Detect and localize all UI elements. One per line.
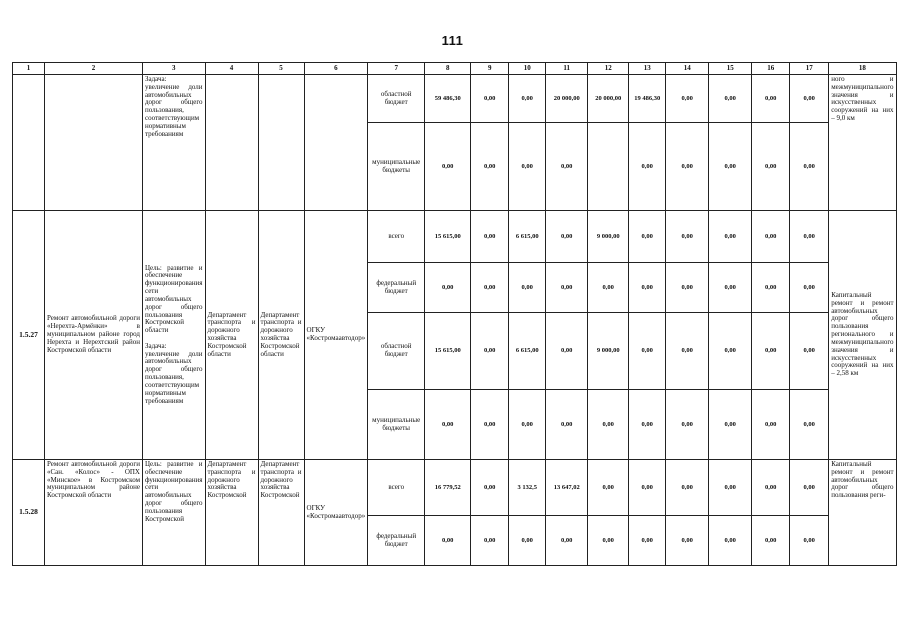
item-code: 1.5.28 [13,460,45,566]
col-number: 18 [829,63,896,75]
col-number: 6 [304,63,368,75]
value-cell: 20 000,00 [546,75,588,123]
item-name-cell [45,75,143,211]
value-cell: 0,00 [790,516,829,566]
value-cell: 0,00 [546,263,588,313]
funding-source: всего [368,460,425,516]
coordinator-cell: Департамент транспорта и дорожного хозяйства Костромской области [205,211,258,460]
value-cell: 0,00 [709,211,752,263]
value-cell: 0,00 [471,516,509,566]
value-cell: 0,00 [471,390,509,460]
value-cell: 0,00 [752,516,790,566]
value-cell: 0,00 [588,460,629,516]
col-number: 9 [471,63,509,75]
value-cell: 0,00 [752,75,790,123]
value-cell: 0,00 [471,263,509,313]
value-cell: 0,00 [629,123,666,211]
col-number: 5 [258,63,304,75]
item-code-cell [13,75,45,211]
value-cell: 0,00 [588,390,629,460]
value-cell: 59 486,30 [425,75,471,123]
value-cell: 0,00 [666,313,709,390]
value-cell: 16 779,52 [425,460,471,516]
value-cell: 0,00 [709,460,752,516]
funding-source: всего [368,211,425,263]
item-name: Ремонт автомобильной дороги «Сан. «Колос» - ОПХ «Минское» в Костромском муниципальном районе Костромской области [45,460,143,566]
funding-source: областной бюджет [368,75,425,123]
participant-cell [304,75,368,211]
result-cell: Капитальный ремонт и ремонт автомобильных дорог общего пользования реги- [829,460,896,566]
value-cell: 0,00 [471,460,509,516]
executor-cell: Департамент транспорта и дорожного хозяйства Костромской области [258,211,304,460]
col-number: 11 [546,63,588,75]
value-cell: 0,00 [509,263,546,313]
value-cell: 0,00 [509,516,546,566]
col-number: 8 [425,63,471,75]
value-cell: 0,00 [666,75,709,123]
col-number: 15 [709,63,752,75]
value-cell: 0,00 [790,123,829,211]
value-cell: 0,00 [709,313,752,390]
value-cell: 0,00 [546,313,588,390]
coordinator-cell: Департамент транспорта и дорожного хозяйства Костромской [205,460,258,566]
coordinator-cell [205,75,258,211]
value-cell: 0,00 [752,460,790,516]
value-cell: 0,00 [629,263,666,313]
value-cell: 0,00 [752,263,790,313]
goal-cell: Цель: развитие и обеспечение функционирования сети автомобильных дорог общего пользования Костромской [143,460,206,566]
value-cell: 0,00 [666,390,709,460]
funding-source: федеральный бюджет [368,516,425,566]
participant-cell: ОГКУ «Костромаавтодор» [304,211,368,460]
col-number: 16 [752,63,790,75]
value-cell: 6 615,00 [509,211,546,263]
col-number: 17 [790,63,829,75]
executor-cell [258,75,304,211]
value-cell: 0,00 [666,263,709,313]
participant-cell: ОГКУ «Костромаавтодор» [304,460,368,566]
table-row [13,211,897,263]
value-cell: 0,00 [471,313,509,390]
value-cell: 0,00 [425,390,471,460]
value-cell: 0,00 [546,211,588,263]
value-cell: 0,00 [709,516,752,566]
value-cell: 3 132,5 [509,460,546,516]
value-cell: 0,00 [752,313,790,390]
value-cell: 0,00 [752,211,790,263]
value-cell: 0,00 [629,211,666,263]
value-cell: 0,00 [666,123,709,211]
value-cell: 15 615,00 [425,313,471,390]
funding-source: областной бюджет [368,313,425,390]
value-cell: 0,00 [629,460,666,516]
value-cell: 0,00 [471,75,509,123]
value-cell: 0,00 [509,75,546,123]
executor-cell: Департамент транспорта и дорожного хозяйства Костромской [258,460,304,566]
value-cell: 0,00 [790,460,829,516]
page-number: 111 [441,33,464,48]
value-cell: 0,00 [629,390,666,460]
column-number-row [13,63,897,75]
col-number: 7 [368,63,425,75]
value-cell: 0,00 [471,211,509,263]
col-number: 14 [666,63,709,75]
funding-source: федеральный бюджет [368,263,425,313]
value-cell: 0,00 [709,390,752,460]
value-cell: 19 486,30 [629,75,666,123]
value-cell: 0,00 [588,263,629,313]
table-row [13,75,897,123]
value-cell: 9 000,00 [588,313,629,390]
result-cell: ного и межмуниципального значения и искусственных сооружений на них – 9,0 км [829,75,896,211]
col-number: 12 [588,63,629,75]
value-cell: 0,00 [546,123,588,211]
value-cell: 20 000,00 [588,75,629,123]
value-cell: 0,00 [509,123,546,211]
col-number: 2 [45,63,143,75]
value-cell: 0,00 [629,313,666,390]
col-number: 10 [509,63,546,75]
table-row [13,460,897,516]
col-number: 13 [629,63,666,75]
funding-source: муниципальные бюджеты [368,123,425,211]
goal-cell: Цель: развитие и обеспечение функционирования сети автомобильных дорог общего пользования Костромской области Задача: увеличение доли автомобильных дорог общего пользования, соответствующим нормативным требованиям [143,211,206,460]
value-cell: 9 000,00 [588,211,629,263]
value-cell: 0,00 [546,390,588,460]
value-cell: 0,00 [666,460,709,516]
value-cell: 0,00 [588,516,629,566]
program-table [12,62,897,566]
value-cell: 0,00 [471,123,509,211]
value-cell: 0,00 [509,390,546,460]
item-code: 1.5.27 [13,211,45,460]
col-number: 1 [13,63,45,75]
col-number: 4 [205,63,258,75]
value-cell [588,123,629,211]
value-cell: 0,00 [790,211,829,263]
value-cell: 0,00 [752,123,790,211]
value-cell: 15 615,00 [425,211,471,263]
value-cell: 0,00 [752,390,790,460]
value-cell: 0,00 [709,263,752,313]
value-cell: 0,00 [546,516,588,566]
result-cell: Капитальный ремонт и ремонт автомобильных дорог общего пользования регионального и межмуниципального значения и искусственных сооружений на них – 2,58 км [829,211,896,460]
value-cell: 0,00 [425,516,471,566]
value-cell: 0,00 [425,263,471,313]
value-cell: 0,00 [629,516,666,566]
item-name: Ремонт автомобильной дороги «Нерехта-Армёнки» в муниципальном районе город Нерехта и Нерехтский район Костромской области [45,211,143,460]
value-cell: 0,00 [790,75,829,123]
value-cell: 6 615,00 [509,313,546,390]
value-cell: 0,00 [425,123,471,211]
goal-cell: Задача: увеличение доли автомобильных дорог общего пользования, соответствующим нормативным требованиям [143,75,206,211]
value-cell: 0,00 [790,390,829,460]
col-number: 3 [143,63,206,75]
value-cell: 13 647,02 [546,460,588,516]
value-cell: 0,00 [709,123,752,211]
value-cell: 0,00 [709,75,752,123]
value-cell: 0,00 [790,263,829,313]
value-cell: 0,00 [666,211,709,263]
value-cell: 0,00 [790,313,829,390]
funding-source: муниципальные бюджеты [368,390,425,460]
value-cell: 0,00 [666,516,709,566]
